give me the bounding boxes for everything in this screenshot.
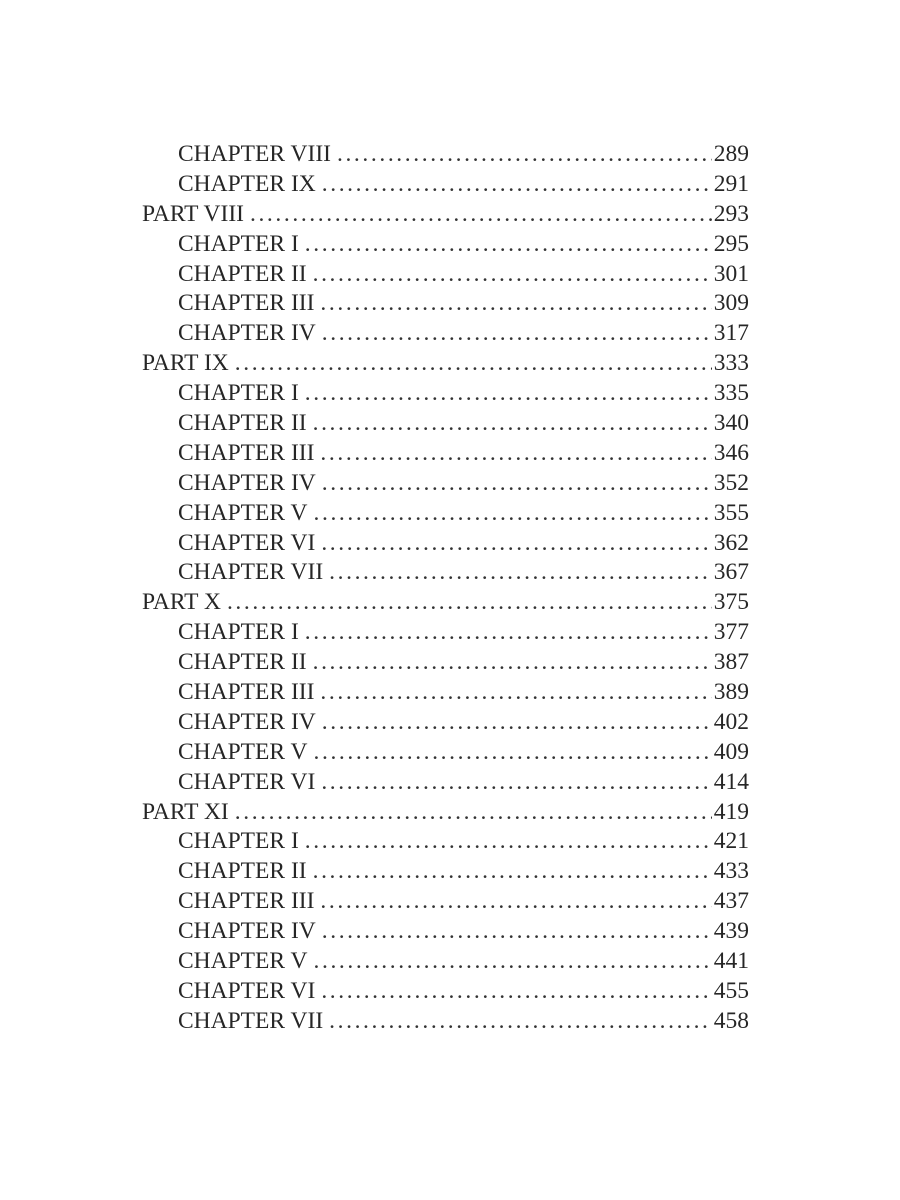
toc-entry-label: CHAPTER VI bbox=[178, 529, 316, 556]
toc-entry-page-number: 346 bbox=[713, 439, 749, 466]
toc-entry-label: CHAPTER II bbox=[178, 858, 307, 885]
toc-entry-page-number: 455 bbox=[713, 977, 749, 1004]
toc-entry-page-number: 409 bbox=[713, 738, 749, 765]
dot-leader bbox=[235, 349, 712, 379]
toc-entry-label: CHAPTER VI bbox=[178, 768, 316, 795]
toc-entry-label: CHAPTER II bbox=[178, 649, 307, 676]
toc-entry-page-number: 289 bbox=[713, 141, 749, 167]
toc-entry-label: CHAPTER III bbox=[178, 888, 315, 915]
toc-entry-label: CHAPTER V bbox=[178, 738, 308, 765]
toc-chapter-entry bbox=[142, 170, 749, 200]
toc-part-entry bbox=[142, 588, 749, 618]
dot-leader bbox=[322, 708, 712, 738]
dot-leader bbox=[314, 947, 712, 977]
toc-entry-label: CHAPTER II bbox=[178, 260, 307, 287]
dot-leader bbox=[305, 618, 712, 648]
toc-chapter-entry bbox=[142, 768, 749, 798]
dot-leader bbox=[313, 260, 712, 290]
dot-leader bbox=[320, 887, 711, 917]
dot-leader bbox=[321, 977, 711, 1007]
dot-leader bbox=[320, 439, 711, 469]
dot-leader bbox=[320, 289, 711, 319]
dot-leader bbox=[227, 588, 712, 618]
toc-chapter-entry bbox=[142, 648, 749, 678]
toc-chapter-entry bbox=[142, 319, 749, 349]
toc-entry-page-number: 387 bbox=[713, 649, 749, 676]
toc-entry-label: PART VIII bbox=[142, 200, 244, 227]
toc-entry-page-number: 367 bbox=[713, 559, 749, 586]
dot-leader bbox=[320, 678, 711, 708]
toc-entry-label: CHAPTER VI bbox=[178, 977, 316, 1004]
dot-leader bbox=[321, 529, 711, 559]
toc-part-entry bbox=[142, 798, 749, 828]
dot-leader bbox=[322, 917, 712, 947]
toc-chapter-entry bbox=[142, 289, 749, 319]
toc-chapter-entry bbox=[142, 977, 749, 1007]
toc-entry-page-number: 309 bbox=[713, 290, 749, 317]
toc-chapter-entry bbox=[142, 827, 749, 857]
dot-leader bbox=[314, 738, 712, 768]
toc-chapter-entry bbox=[142, 499, 749, 529]
toc-chapter-entry bbox=[142, 379, 749, 409]
toc-entry-label: CHAPTER I bbox=[178, 828, 299, 855]
toc-entry-label: CHAPTER III bbox=[178, 439, 315, 466]
toc-entry-label: CHAPTER V bbox=[178, 948, 308, 975]
toc-entry-label: CHAPTER I bbox=[178, 230, 299, 257]
toc-entry-label: CHAPTER I bbox=[178, 619, 299, 646]
toc-entry-label: CHAPTER III bbox=[178, 679, 315, 706]
toc-entry-label: CHAPTER VII bbox=[178, 1007, 324, 1034]
dot-leader bbox=[321, 768, 711, 798]
dot-leader bbox=[235, 798, 712, 828]
toc-entry-page-number: 291 bbox=[713, 170, 749, 197]
toc-entry-page-number: 389 bbox=[713, 679, 749, 706]
dot-leader bbox=[329, 558, 712, 588]
toc-chapter-entry bbox=[142, 678, 749, 708]
dot-leader bbox=[305, 827, 712, 857]
toc-chapter-entry bbox=[142, 409, 749, 439]
toc-entry-label: CHAPTER IX bbox=[178, 170, 316, 197]
toc-entry-page-number: 340 bbox=[713, 410, 749, 437]
dot-leader bbox=[322, 170, 712, 200]
toc-entry-page-number: 293 bbox=[713, 200, 749, 227]
toc-entry-label: CHAPTER IV bbox=[178, 320, 316, 347]
toc-chapter-entry bbox=[142, 618, 749, 648]
toc-entry-label: CHAPTER IV bbox=[178, 918, 316, 945]
toc-entry-page-number: 439 bbox=[713, 918, 749, 945]
toc-entry-label: CHAPTER I bbox=[178, 380, 299, 407]
toc-entry-page-number: 355 bbox=[713, 499, 749, 526]
dot-leader bbox=[305, 379, 712, 409]
toc-chapter-entry bbox=[142, 917, 749, 947]
table-of-contents bbox=[142, 140, 749, 1037]
toc-entry-page-number: 377 bbox=[713, 619, 749, 646]
toc-part-entry bbox=[142, 200, 749, 230]
toc-chapter-entry bbox=[142, 140, 749, 170]
toc-part-entry bbox=[142, 349, 749, 379]
toc-chapter-entry bbox=[142, 708, 749, 738]
dot-leader bbox=[313, 409, 712, 439]
dot-leader bbox=[305, 230, 712, 260]
toc-chapter-entry bbox=[142, 469, 749, 499]
toc-chapter-entry bbox=[142, 558, 749, 588]
dot-leader bbox=[329, 1007, 712, 1037]
toc-entry-page-number: 317 bbox=[713, 320, 749, 347]
toc-entry-label: CHAPTER II bbox=[178, 410, 307, 437]
toc-entry-page-number: 335 bbox=[713, 380, 749, 407]
toc-entry-page-number: 295 bbox=[713, 230, 749, 257]
dot-leader bbox=[313, 857, 712, 887]
toc-entry-page-number: 458 bbox=[713, 1007, 749, 1034]
toc-entry-label: CHAPTER V bbox=[178, 499, 308, 526]
toc-entry-label: PART X bbox=[142, 589, 221, 616]
toc-entry-page-number: 433 bbox=[713, 858, 749, 885]
toc-entry-page-number: 375 bbox=[713, 589, 749, 616]
toc-entry-page-number: 352 bbox=[713, 469, 749, 496]
dot-leader bbox=[313, 648, 712, 678]
toc-entry-label: CHAPTER III bbox=[178, 290, 315, 317]
toc-entry-label: CHAPTER VIII bbox=[178, 141, 331, 167]
toc-chapter-entry bbox=[142, 738, 749, 768]
toc-entry-label: CHAPTER VII bbox=[178, 559, 324, 586]
toc-chapter-entry bbox=[142, 1007, 749, 1037]
toc-chapter-entry bbox=[142, 439, 749, 469]
toc-entry-page-number: 402 bbox=[713, 708, 749, 735]
dot-leader bbox=[314, 499, 712, 529]
toc-entry-label: PART IX bbox=[142, 350, 229, 377]
dot-leader bbox=[250, 200, 712, 230]
toc-chapter-entry bbox=[142, 947, 749, 977]
toc-entry-page-number: 421 bbox=[713, 828, 749, 855]
dot-leader bbox=[322, 469, 712, 499]
toc-chapter-entry bbox=[142, 529, 749, 559]
toc-entry-page-number: 419 bbox=[713, 798, 749, 825]
toc-entry-page-number: 414 bbox=[713, 768, 749, 795]
toc-entry-label: PART XI bbox=[142, 798, 229, 825]
toc-entry-page-number: 362 bbox=[713, 529, 749, 556]
toc-chapter-entry bbox=[142, 260, 749, 290]
toc-entry-label: CHAPTER IV bbox=[178, 708, 316, 735]
toc-entry-page-number: 437 bbox=[713, 888, 749, 915]
toc-chapter-entry bbox=[142, 857, 749, 887]
toc-entry-page-number: 333 bbox=[713, 350, 749, 377]
toc-chapter-entry bbox=[142, 230, 749, 260]
toc-entry-page-number: 441 bbox=[713, 948, 749, 975]
dot-leader bbox=[337, 140, 712, 170]
dot-leader bbox=[322, 319, 712, 349]
toc-chapter-entry bbox=[142, 887, 749, 917]
toc-entry-page-number: 301 bbox=[713, 260, 749, 287]
toc-entry-label: CHAPTER IV bbox=[178, 469, 316, 496]
